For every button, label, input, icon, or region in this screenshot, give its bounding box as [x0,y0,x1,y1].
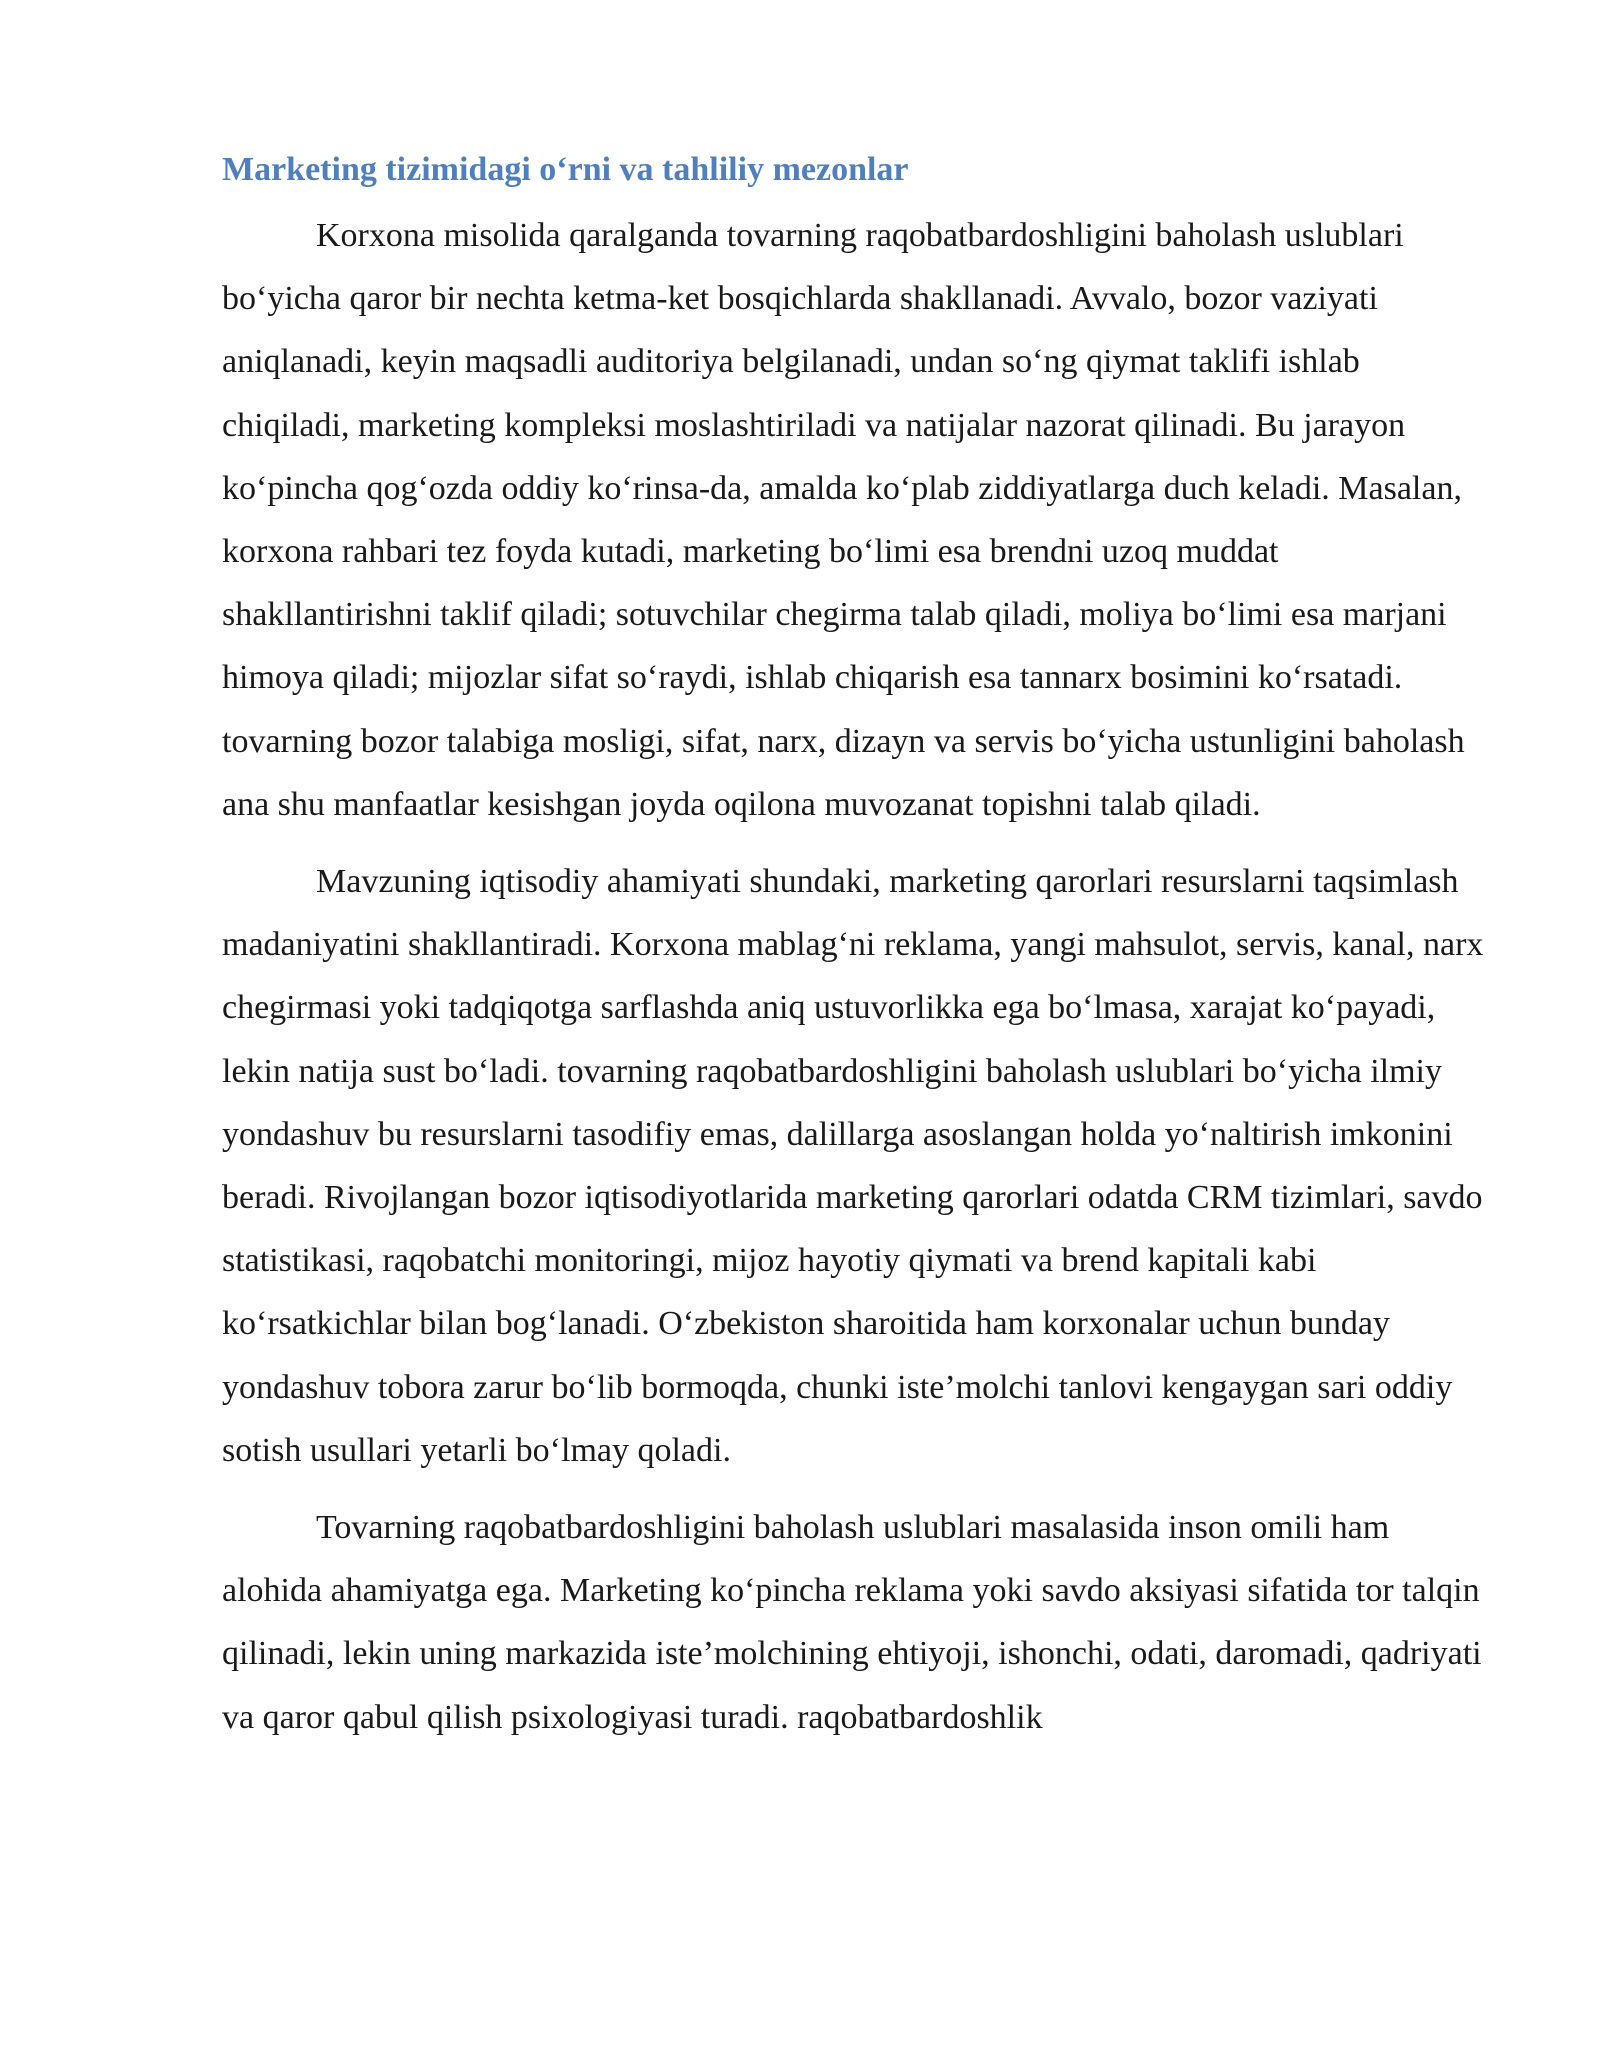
paragraph-2: Mavzuning iqtisodiy ahamiyati shundaki, marketing qarorlari resurslarni taqsimlash madaniyatini shakllantiradi. Korxona mablag‘ni reklama, yangi mahsulot, servis, kanal, narx chegirmasi yoki tadqiqotga sarflashda aniq ustuvorlikka ega bo‘lmasa, xarajat ko‘payadi, lekin natija sust bo‘ladi. tovarning raqobatbardoshligini baholash uslublari bo‘yicha ilmiy yondashuv bu resurslarni tasodifiy emas, dalillarga asoslangan holda yo‘naltirish imkonini beradi. Rivojlangan bozor iqtisodiyotlarida marketing qarorlari odatda CRM tizimlari, savdo statistikasi, raqobatchi monitoringi, mijoz hayotiy qiymati va brend kapitali kabi ko‘rsatkichlar bilan bog‘lanadi. O‘zbekiston sharoitida ham korxonalar uchun bunday yondashuv tobora zarur bo‘lib bormoqda, chunki iste’molchi tanlovi kengaygan sari oddiy sotish usullari yetarli bo‘lmay qoladi. [222,863,1484,1469]
paragraph-1: Korxona misolida qaralganda tovarning raqobatbardoshligini baholash uslublari bo‘yicha qaror bir nechta ketma-ket bosqichlarda shakllanadi. Avvalo, bozor vaziyati aniqlanadi, keyin maqsadli auditoriya belgilanadi, undan so‘ng qiymat taklifi ishlab chiqiladi, marketing kompleksi moslashtiriladi va natijalar nazorat qilinadi. Bu jarayon ko‘pincha qog‘ozda oddiy ko‘rinsa-da, amalda ko‘plab ziddiyatlarga duch keladi. Masalan, korxona rahbari tez foyda kutadi, marketing bo‘limi esa brendni uzoq muddat shakllantirishni taklif qiladi; sotuvchilar chegirma talab qiladi, moliya bo‘limi esa marjani himoya qiladi; mijozlar sifat so‘raydi, ishlab chiqarish esa tannarx bosimini ko‘rsatadi. tovarning bozor talabiga mosligi, sifat, narx, dizayn va servis bo‘yicha ustunligini baholash ana shu manfaatlar kesishgan joyda oqilona muvozanat topishni talab qiladi. [222,217,1465,823]
section-heading: Marketing tizimidagi o‘rni va tahliliy mezonlar [222,151,909,188]
page-content [222,148,1490,1763]
paragraph-3: Tovarning raqobatbardoshligini baholash uslublari masalasida inson omili ham alohida ahamiyatga ega. Marketing ko‘pincha reklama yoki savdo aksiyasi sifatida tor talqin qilinadi, lekin uning markazida iste’molchining ehtiyoji, ishonchi, odati, daromadi, qadriyati va qaror qabul qilish psixologiyasi turadi. raqobatbardoshlik [222,1509,1482,1736]
